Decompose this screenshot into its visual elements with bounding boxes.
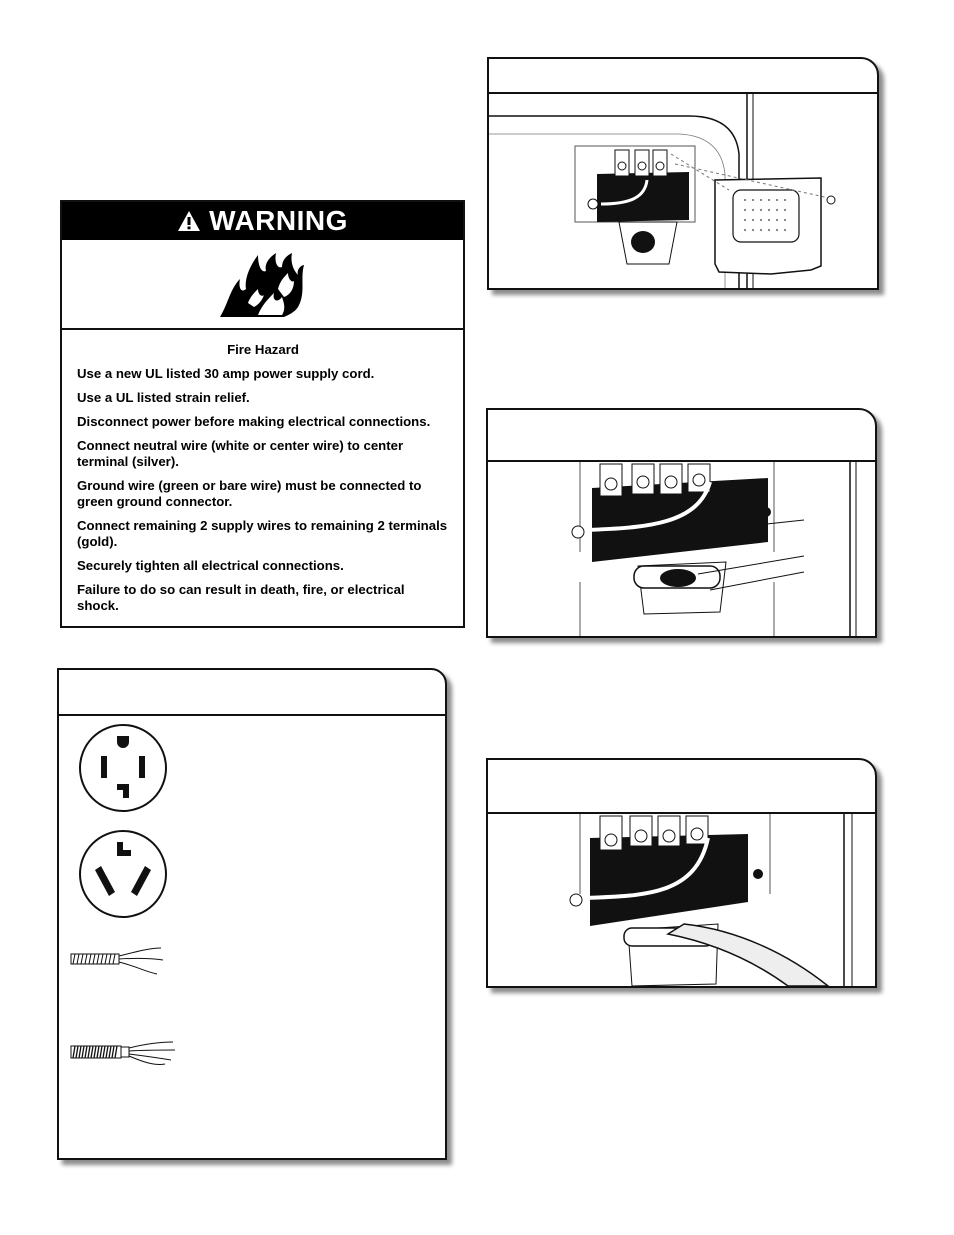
warning-line: Disconnect power before making electrical connections. (77, 414, 431, 429)
warning-body (62, 330, 463, 614)
four-prong-receptacle-icon (77, 722, 169, 814)
receptacle-types-panel (57, 668, 447, 1160)
three-prong-receptacle-icon (77, 828, 169, 920)
terminal-cover-panel (487, 57, 879, 290)
strain-relief-illustration (488, 462, 875, 636)
warning-line: Connect remaining 2 supply wires to remaining 2 terminals (gold). (77, 518, 448, 549)
warning-line: Ground wire (green or bare wire) must be connected to green ground connector. (77, 478, 422, 509)
warning-triangle-icon (177, 210, 201, 232)
power-cord-illustration (488, 814, 875, 986)
warning-line: Securely tighten all electrical connections. (77, 558, 344, 573)
three-wire-cord-icon (69, 946, 169, 978)
warning-header-text: WARNING (209, 205, 348, 236)
fire-icon (218, 249, 308, 319)
warning-line: Use a new UL listed 30 amp power supply cord. (77, 366, 375, 381)
panel-header (489, 59, 877, 94)
panel-header (488, 760, 875, 814)
warning-box (60, 200, 465, 628)
four-wire-cord-icon (69, 1038, 181, 1070)
warning-header (62, 202, 463, 240)
warning-line: Failure to do so can result in death, fire, or electrical shock. (77, 582, 405, 613)
panel-header (59, 670, 445, 716)
power-cord-panel (486, 758, 877, 988)
panel-header (488, 410, 875, 462)
warning-line: Use a UL listed strain relief. (77, 390, 250, 405)
fire-icon-area (62, 240, 463, 330)
strain-relief-panel (486, 408, 877, 638)
warning-line: Connect neutral wire (white or center wire) to center terminal (silver). (77, 438, 404, 469)
warning-title: Fire Hazard (227, 342, 299, 357)
terminal-cover-illustration (489, 94, 877, 288)
